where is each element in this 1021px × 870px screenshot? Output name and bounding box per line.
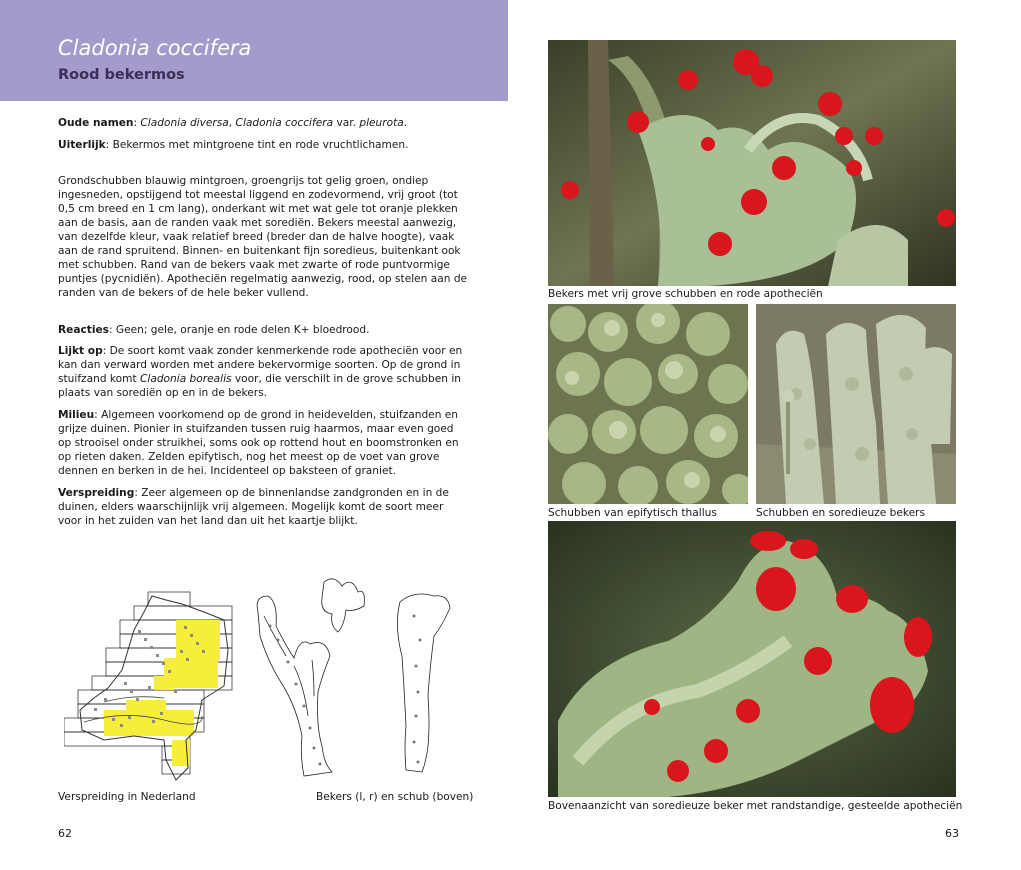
page-number-right: 63	[945, 827, 959, 840]
title-banner	[0, 0, 508, 101]
old-name: Cladonia coccifera	[235, 117, 334, 129]
photo-epiphytic-squamules	[548, 304, 748, 504]
lichen-drawings	[234, 566, 464, 782]
old-names-label: Oude namen	[58, 117, 134, 129]
photo2-caption: Schubben van epifytisch thallus	[548, 507, 717, 519]
photo-cup-top-view	[548, 521, 956, 797]
photo-cups-with-apothecia	[548, 40, 956, 286]
appearance	[58, 138, 468, 152]
distribution-map	[64, 590, 234, 786]
photo1-caption: Bekers met vrij grove schubben en rode apotheciën	[548, 288, 823, 300]
page-number-left: 62	[58, 827, 72, 840]
period: .	[403, 117, 408, 129]
separator: ,	[228, 117, 236, 129]
reactions	[58, 323, 468, 337]
photo-sorediate-cups	[756, 304, 956, 504]
species-name: Cladonia borealis	[140, 373, 232, 386]
old-name: Cladonia diversa	[140, 117, 229, 129]
description-paragraph: Grondschubben blauwig mintgroen, groengrijs tot gelig groen, ondiep ingesneden, opstijgend tot meestal liggend en zodevormend, vrij groot (tot 0,5 cm breed en 1 cm lang), onderkant wit met wat gele tot oranje plekken aan de basis, aan de randen vaak met sorediën. Bekers meestal aanwezig, van dezelfde kleur, vaak relatief breed (breder dan de halve hoogte), vaak aan de rand spruitend. Binnen- en buitenkant fijn sorediеus, buitenkant ook met schubben. Rand van de bekers vaak met zwarte of rode puntvormige puntjes (pycnidiën). Apotheciën regelmatig aanwezig, rood, op stelen aan de randen van de bekers of de hele beker vullend.	[58, 174, 468, 300]
common-name: Rood bekermos	[58, 67, 185, 83]
look-alikes-text: : De soort komt vaak zonder kenmerkende rode apotheciën voor en kan dan verward worden met andere bekervormige soorten. Op de grond in stuifzand komt	[58, 345, 463, 386]
habitat-label: Milieu	[58, 409, 95, 421]
drawing-caption: Bekers (l, r) en schub (boven)	[316, 791, 474, 803]
species-description	[58, 116, 468, 536]
distribution-label: Verspreiding	[58, 486, 135, 499]
photo3-caption: Schubben en sorediеuze bekers	[756, 507, 926, 519]
map-caption: Verspreiding in Nederland	[58, 791, 196, 803]
look-alikes	[58, 344, 468, 400]
look-alikes-text: voor, die verschilt in de grove schubben in plaats van sorediën op en in de bekers.	[58, 373, 461, 400]
appearance-label: Uiterlijk	[58, 138, 106, 151]
habitat	[58, 408, 468, 478]
old-names: Oude namen: Cladonia diversa, Cladonia coccifera var. pleurota.	[58, 117, 408, 129]
distribution-text: : Zeer algemeen op de binnenlandse zandgronden en in de duinen, elders waarschijnlijk vrij algemeen. Mogelijk komt de soort meer voor in het zuiden van het land dan uit het kaartje blijkt.	[58, 486, 449, 528]
species-title: Cladonia coccifera	[58, 36, 252, 60]
reactions-text: : Geen; gele, oranje en rode delen K+ bloedrood.	[108, 323, 370, 336]
variety-marker: var.	[333, 117, 360, 129]
appearance-text: : Bekermos met mintgroene tint en rode vruchtlichamen.	[105, 138, 409, 151]
habitat-text: : Algemeen voorkomend op de grond in heidevelden, stuifzanden en grijze duinen. Pionier in stuifzanden tussen ruig haarmos, maar even goed op strooisel onder struikhei, soms ook op rottend hout en boomstronken en op rieten daken. Zelden epifytisch, nog het meest op de voet van grove dennen en berken in de hei. Incidenteel op baksteen of graniet.	[58, 409, 459, 478]
photo4-caption: Bovenaanzicht van sorediеuze beker met randstandige, gesteelde apotheciën	[548, 800, 963, 812]
distribution	[58, 486, 468, 528]
look-alikes-label: Lijkt op	[58, 345, 103, 358]
old-name: pleurota	[359, 117, 404, 129]
reactions-label: Reacties	[58, 323, 109, 336]
